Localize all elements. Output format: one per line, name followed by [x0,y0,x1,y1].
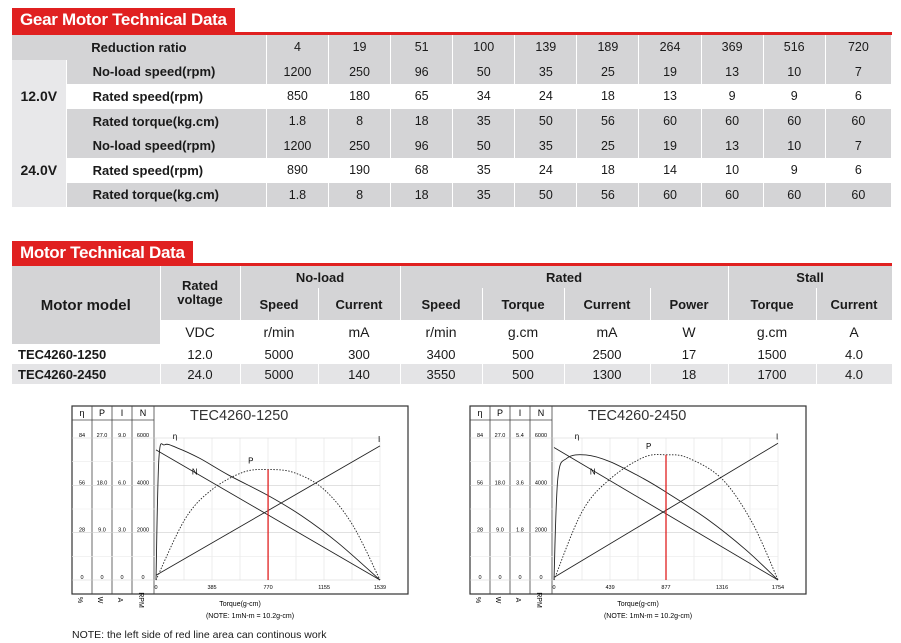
gear-row-label: No-load speed(rpm) [66,60,266,85]
stall-header: Stall [728,266,892,288]
gear-cell: 35 [515,133,577,158]
gear-row-label: Rated speed(rpm) [66,84,266,109]
gear-cell: 9 [763,84,825,109]
unit-voltage: VDC [160,320,240,344]
motor-cell: 500 [482,364,564,384]
series-label-eta: η [172,431,178,441]
chart-title: TEC4260-1250 [190,408,289,424]
gear-cell: 1200 [266,60,328,85]
motor-cell: 140 [318,364,400,384]
axis-header: N [537,408,545,418]
rated-power-header: Power [650,288,728,320]
gear-cell: 13 [701,60,763,85]
gear-cell: 1.8 [266,183,328,208]
gear-cell: 24 [515,84,577,109]
axis-tick-label: 5.4 [516,433,524,439]
gear-table [12,35,892,207]
gear-cell: 35 [453,158,515,183]
motor-cell: 500 [482,344,564,364]
gear-cell: 250 [329,60,391,85]
gear-row [12,109,892,134]
gear-cell: 35 [453,183,515,208]
gear-cell: 8 [329,109,391,134]
unit-r-torque: g.cm [482,320,564,344]
axis-tick-label: 1.8 [516,527,524,534]
voltage-label: 24.0V [12,133,66,207]
ratio-value: 19 [329,35,391,60]
axis-unit-label: % [474,596,481,604]
gear-cell: 180 [329,84,391,109]
gear-row-label: Rated torque(kg.cm) [66,109,266,134]
gear-cell: 19 [639,133,701,158]
motor-row [12,344,892,364]
motor-cell: 5000 [240,344,318,364]
x-axis-label: Torque(g-cm) [219,601,261,608]
gear-cell: 60 [825,109,891,134]
noload-speed-header: Speed [240,288,318,320]
series-label-eta: η [574,431,580,441]
footer-note: NOTE: the left side of red line area can continous work [72,629,327,641]
x-tick-label: 1539 [373,585,387,591]
gear-cell: 190 [329,158,391,183]
gear-cell: 250 [329,133,391,158]
gear-cell: 96 [391,60,453,85]
gear-cell: 19 [639,60,701,85]
unit-nl-speed: r/min [240,320,318,344]
ratio-row [12,35,892,60]
gear-cell: 25 [577,60,639,85]
axis-tick-label: 0 [141,575,145,581]
noload-header: No-load [240,266,400,288]
ratio-value: 139 [515,35,577,60]
axis-header: η [477,408,483,418]
gear-cell: 18 [391,183,453,208]
gear-cell: 60 [701,109,763,134]
axis-tick-label: 84 [78,433,86,439]
series-label-P: P [646,441,652,451]
gear-cell: 60 [763,109,825,134]
gear-cell: 10 [701,158,763,183]
axis-header: N [139,408,147,418]
motor-cell: 4.0 [816,344,892,364]
unit-r-current: mA [564,320,650,344]
x-tick-label: 385 [207,585,217,591]
axis-tick-label: 9.0 [496,527,504,534]
axis-unit-label: W [494,596,501,604]
gear-cell: 6 [825,84,891,109]
voltage-label: 12.0V [12,60,66,134]
axis-unit-label: RPM [137,592,144,608]
unit-s-current: A [816,320,892,344]
stall-torque-header: Torque [728,288,816,320]
gear-cell: 14 [639,158,701,183]
x-tick-label: 770 [263,585,273,591]
axis-tick-label: 0 [539,575,543,581]
motor-cell: 5000 [240,364,318,384]
gear-row [12,84,892,109]
axis-unit-label: % [76,596,83,604]
unit-s-torque: g.cm [728,320,816,344]
rated-voltage-header-text: Rated voltage [177,278,223,307]
gear-cell: 18 [577,84,639,109]
gear-cell: 60 [701,183,763,208]
gear-cell: 25 [577,133,639,158]
axis-unit-label: A [514,597,521,603]
axis-tick-label: 0 [120,575,124,581]
rated-torque-header: Torque [482,288,564,320]
motor-cell: 4.0 [816,364,892,384]
motor-cell: 17 [650,344,728,364]
performance-chart-2450 [468,404,808,626]
motor-model: TEC4260-1250 [12,344,160,364]
gear-cell: 56 [577,109,639,134]
gear-cell: 35 [453,109,515,134]
rated-header: Rated [400,266,728,288]
motor-table [12,266,893,384]
motor-row [12,364,892,384]
ratio-value: 720 [825,35,891,60]
ratio-value: 100 [453,35,515,60]
gear-cell: 35 [515,60,577,85]
gear-cell: 50 [453,133,515,158]
gear-row-label: Rated torque(kg.cm) [66,183,266,208]
unit-note: (NOTE: 1mN-m = 10.2g-cm) [603,613,693,620]
gear-cell: 34 [453,84,515,109]
gear-cell: 7 [825,60,891,85]
x-tick-label: 1155 [318,585,331,591]
axis-tick-label: 18.0 [494,480,506,487]
x-tick-label: 877 [661,585,671,591]
axis-tick-label: 6000 [534,433,548,439]
axis-tick-label: 84 [476,433,484,439]
gear-cell: 68 [391,158,453,183]
axis-tick-label: 4000 [136,480,150,487]
axis-tick-label: 4000 [534,480,548,487]
gear-cell: 50 [515,183,577,208]
axis-header: P [98,408,106,418]
ratio-value: 369 [701,35,763,60]
gear-cell: 10 [763,60,825,85]
gear-cell: 7 [825,133,891,158]
motor-cell: 18 [650,364,728,384]
motor-cell: 12.0 [160,344,240,364]
motor-cell: 1500 [728,344,816,364]
ratio-value: 189 [577,35,639,60]
ratio-label: Reduction ratio [12,35,266,60]
gear-cell: 60 [825,183,891,208]
axis-tick-label: 28 [78,527,86,534]
noload-current-header: Current [318,288,400,320]
axis-tick-label: 6.0 [118,480,126,487]
axis-unit-label: A [116,597,123,603]
axis-tick-label: 0 [498,575,502,581]
gear-row [12,60,892,85]
axis-tick-label: 18.0 [96,480,108,487]
axis-tick-label: 56 [476,480,484,487]
motor-cell: 300 [318,344,400,364]
rated-current-header: Current [564,288,650,320]
ratio-value: 4 [266,35,328,60]
axis-tick-label: 27.0 [494,433,506,439]
axis-tick-label: 3.0 [118,527,126,534]
axis-header: η [79,408,85,418]
gear-section-title: Gear Motor Technical Data [12,8,235,32]
gear-cell: 1200 [266,133,328,158]
gear-cell: 60 [639,109,701,134]
rated-voltage-header [160,266,240,320]
gear-row-label: Rated speed(rpm) [66,158,266,183]
axis-tick-label: 28 [476,527,484,534]
unit-r-power: W [650,320,728,344]
gear-cell: 6 [825,158,891,183]
gear-cell: 10 [763,133,825,158]
gear-cell: 850 [266,84,328,109]
gear-cell: 56 [577,183,639,208]
chart-title: TEC4260-2450 [588,408,687,424]
motor-cell: 1300 [564,364,650,384]
gear-cell: 24 [515,158,577,183]
x-tick-label: 1754 [771,585,785,591]
gear-cell: 9 [701,84,763,109]
axis-unit-label: W [96,596,103,604]
axis-tick-label: 0 [100,575,104,581]
gear-cell: 18 [577,158,639,183]
axis-tick-label: 27.0 [96,433,108,439]
unit-r-speed: r/min [400,320,482,344]
motor-model-header: Motor model [12,266,160,344]
axis-tick-label: 0 [80,575,84,581]
series-label-I: I [776,432,779,442]
x-tick-label: 0 [154,585,158,591]
gear-cell: 18 [391,109,453,134]
unit-note: (NOTE: 1mN-m = 10.2g-cm) [205,613,295,620]
motor-cell: 24.0 [160,364,240,384]
axis-tick-label: 6000 [136,433,150,439]
x-tick-label: 0 [552,585,556,591]
ratio-value: 51 [391,35,453,60]
series-label-N: N [191,467,198,477]
motor-model: TEC4260-2450 [12,364,160,384]
motor-cell: 3550 [400,364,482,384]
gear-cell: 50 [453,60,515,85]
ratio-value: 264 [639,35,701,60]
gear-row [12,158,892,183]
series-label-P: P [248,456,254,466]
gear-row-label: No-load speed(rpm) [66,133,266,158]
series-label-I: I [378,434,381,444]
axis-tick-label: 9.0 [118,433,126,439]
rated-speed-header: Speed [400,288,482,320]
gear-cell: 9 [763,158,825,183]
gear-row [12,183,892,208]
gear-cell: 13 [701,133,763,158]
axis-header: P [496,408,504,418]
gear-cell: 60 [763,183,825,208]
x-tick-label: 1316 [715,585,729,591]
axis-tick-label: 0 [518,575,522,581]
axis-header: I [120,408,124,418]
gear-row [12,133,892,158]
stall-current-header: Current [816,288,892,320]
unit-nl-current: mA [318,320,400,344]
axis-header: I [518,408,522,418]
gear-cell: 96 [391,133,453,158]
gear-cell: 8 [329,183,391,208]
axis-tick-label: 2000 [136,527,150,534]
axis-tick-label: 9.0 [98,527,106,534]
motor-cell: 1700 [728,364,816,384]
axis-unit-label: RPM [535,592,542,608]
x-tick-label: 439 [605,585,615,591]
gear-cell: 890 [266,158,328,183]
series-label-N: N [589,467,596,477]
axis-tick-label: 0 [478,575,482,581]
ratio-value: 516 [763,35,825,60]
gear-cell: 65 [391,84,453,109]
axis-tick-label: 3.6 [516,480,524,487]
motor-cell: 3400 [400,344,482,364]
gear-cell: 50 [515,109,577,134]
performance-chart-1250 [70,404,410,626]
axis-tick-label: 56 [78,480,86,487]
gear-cell: 60 [639,183,701,208]
gear-cell: 1.8 [266,109,328,134]
motor-section-title: Motor Technical Data [12,241,193,265]
x-axis-label: Torque(g-cm) [617,601,659,608]
gear-cell: 13 [639,84,701,109]
axis-tick-label: 2000 [534,527,548,534]
motor-cell: 2500 [564,344,650,364]
